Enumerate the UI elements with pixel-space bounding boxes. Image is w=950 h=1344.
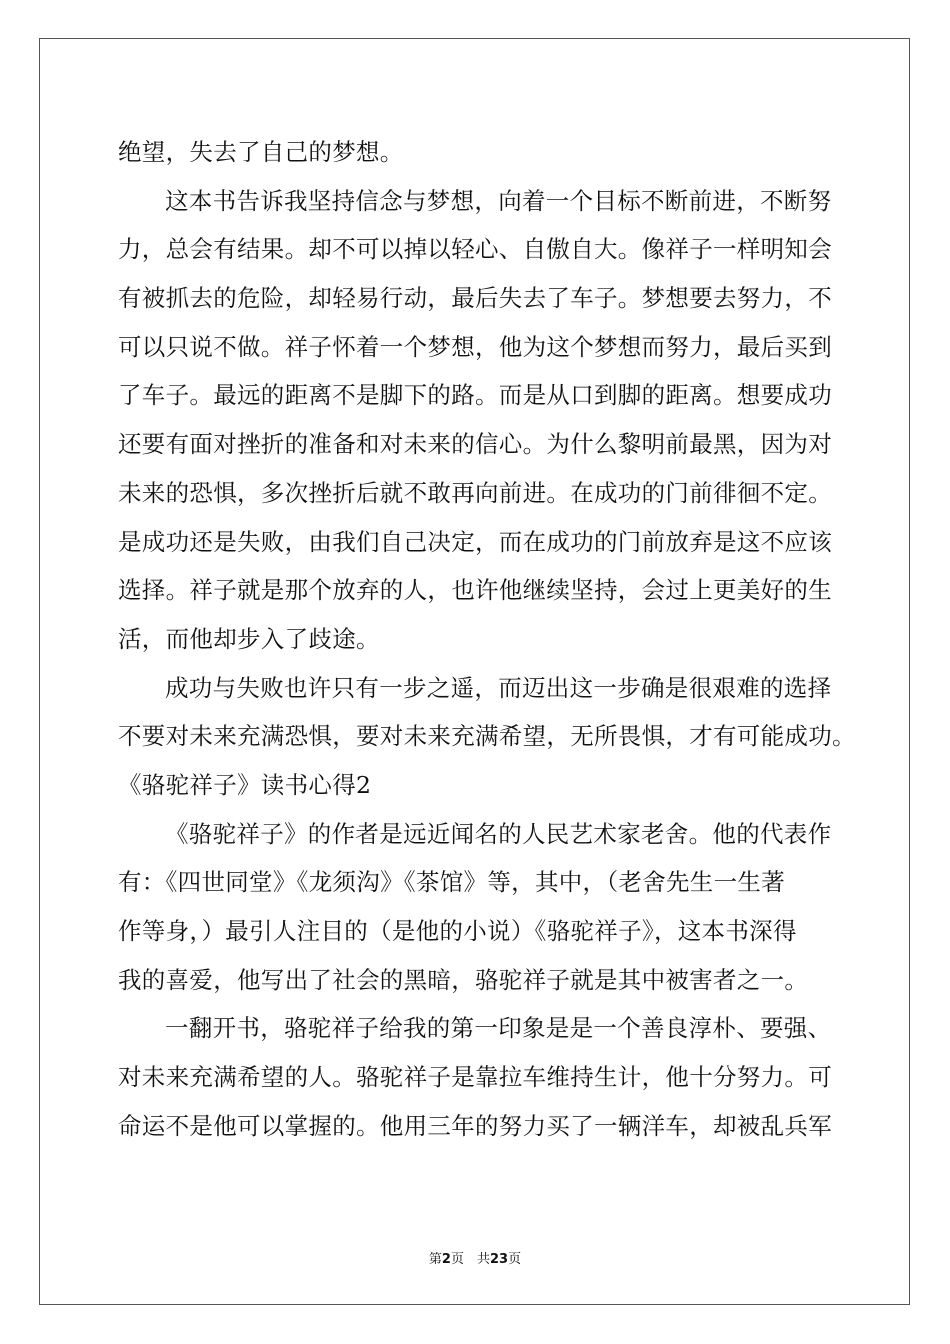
text-line: 活，而他却步入了歧途。 (118, 624, 380, 653)
text-line: 我的喜爱，他写出了社会的黑暗，骆驼祥子就是其中被害者之一。 (118, 965, 809, 994)
page-footer (0, 1248, 950, 1267)
text-line: 作等身，）最引人注目的（是他的小说）《骆驼祥子》，这本书深得 (118, 917, 797, 945)
footer-mid: 页 共 (450, 1252, 490, 1267)
text-line: 一翻开书，骆驼祥子给我的第一印象是是一个善良淳朴、要强、 (165, 1014, 832, 1043)
text-line: 《骆驼祥子》的作者是远近闻名的人民艺术家老舍。他的代表作 (165, 819, 832, 848)
text-line: 命运不是他可以掌握的。他用三年的努力买了一辆洋车，却被乱兵军 (118, 1111, 832, 1140)
document-body (118, 128, 856, 1150)
text-line: 选择。祥子就是那个放弃的人，也许他继续坚持，会过上更美好的生 (118, 576, 832, 605)
current-page-number: 2 (441, 1252, 451, 1267)
text-line: 力，总会有结果。却不可以掉以轻心、自傲自大。像祥子一样明知会 (118, 235, 832, 264)
footer-suffix: 页 (508, 1252, 522, 1267)
text-line: 未来的恐惧，多次挫折后就不敢再向前进。在成功的门前徘徊不定。 (118, 478, 832, 507)
text-line: 可以只说不做。祥子怀着一个梦想，他为这个梦想而努力，最后买到 (118, 332, 832, 361)
text-line: 了车子。最远的距离不是脚下的路。而是从口到脚的距离。想要成功 (118, 381, 832, 410)
text-line: 对未来充满希望的人。骆驼祥子是靠拉车维持生计，他十分努力。可 (118, 1063, 832, 1092)
text-line: 《骆驼祥子》读书心得2 (118, 770, 372, 799)
text-line: 有被抓去的危险，却轻易行动，最后失去了车子。梦想要去努力，不 (118, 284, 832, 313)
total-page-count: 23 (489, 1252, 509, 1267)
text-line: 成功与失败也许只有一步之遥，而迈出这一步确是很艰难的选择 (165, 673, 832, 702)
text-line: 这本书告诉我坚持信念与梦想，向着一个目标不断前进，不断努 (165, 186, 832, 215)
text-line: 还要有面对挫折的准备和对未来的信心。为什么黎明前最黑，因为对 (118, 430, 832, 459)
text-line: 绝望，失去了自己的梦想。 (118, 138, 404, 166)
footer-prefix: 第 (428, 1252, 442, 1267)
text-line: 不要对未来充满恐惧，要对未来充满希望，无所畏惧，才有可能成功。 (118, 722, 856, 751)
text-line: 有：《四世同堂》《龙须沟》《茶馆》等，其中，（老舍先生一生著 (118, 868, 785, 897)
text-line: 是成功还是失败，由我们自己决定，而在成功的门前放弃是这不应该 (118, 527, 832, 556)
